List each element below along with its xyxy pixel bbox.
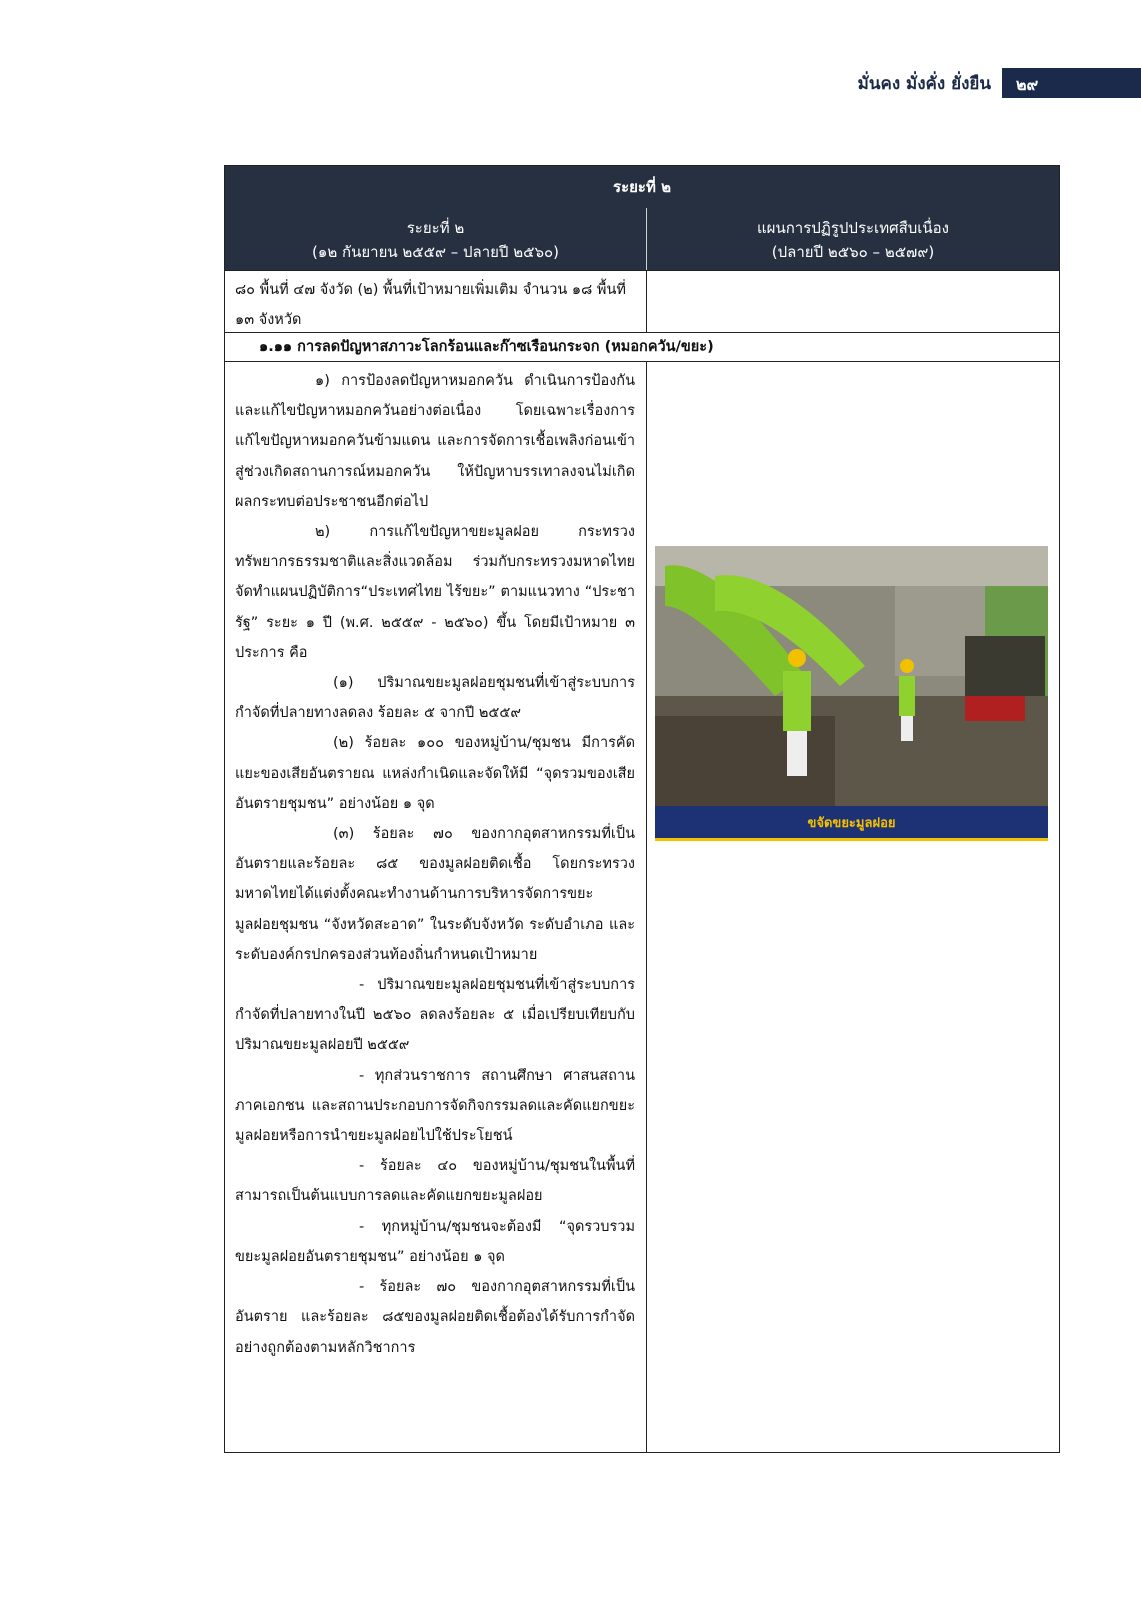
photo-caption: ขจัดขยะมูลฝอย: [655, 806, 1048, 841]
paragraph-waste: ๒) การแก้ไขปัญหาขยะมูลฝอย กระทรวงทรัพยากรธรรมชาติและสิ่งแวดล้อม ร่วมกับกระทรวงมหาดไทยจัดทำแผนปฏิบัติการ“ประเทศไทย ไร้ขยะ” ตามแนวทาง “ประชารัฐ” ระยะ ๑ ปี (พ.ศ. ๒๕๕๙ - ๒๕๖๐) ขึ้น โดยมีเป้าหมาย ๓ ประการ คือ: [235, 524, 635, 661]
header-phase2-dates: (๑๒ กันยายน ๒๕๕๙ – ปลายปี ๒๕๖๐): [312, 243, 559, 261]
paragraph-haze: ๑) การป้องลดปัญหาหมอกควัน ดำเนินการป้องกันและแก้ไขปัญหาหมอกควันอย่างต่อเนื่อง โดยเฉพาะเรื่องการแก้ไขปัญหาหมอกควันข้ามแดน และการจัดการเชื้อเพลิงก่อนเข้าสู่ช่วงเกิดสถานการณ์หมอกควัน ให้ปัญหาบรรเทาลงจนไม่เกิดผลกระทบต่อประชาชนอีกต่อไป: [235, 373, 635, 510]
table-header-row: [225, 208, 1059, 270]
table-title: ระยะที่ ๒: [225, 166, 1059, 208]
goal-2: (๒) ร้อยละ ๑๐๐ ของหมู่บ้าน/ชุมชน มีการคัดแยะของเสียอันตรายณ แหล่งกำเนิดและจัดให้มี “จุดรวมของเสียอันตรายชุมชน” อย่างน้อย ๑ จุด: [235, 735, 635, 812]
body-text-cell: [225, 362, 647, 1452]
waste-sorting-photo: [655, 546, 1048, 841]
target-2: - ทุกส่วนราชการ สถานศึกษา ศาสนสถาน ภาคเอกชน และสถานประกอบการจัดกิจกรรมลดและคัดแยกขยะมูลฝอยหรือการนำขยะมูลฝอยไปใช้ประโยชน์: [235, 1067, 635, 1145]
target-5: - ร้อยละ ๗๐ ของกากอุตสาหกรรมที่เป็นอันตราย และร้อยละ ๘๕ของมูลฝอยติดเชื้อต้องได้รับการกำจัดอย่างถูกต้องตามหลักวิชาการ: [235, 1279, 635, 1356]
waste-facility-illustration: [655, 546, 1048, 806]
target-4: - ทุกหมู่บ้าน/ชุมชนจะต้องมี “จุดรวบรวมขยะมูลฝอยอันตรายชุมชน” อย่างน้อย ๑ จุด: [235, 1218, 635, 1265]
target-1: - ปริมาณขยะมูลฝอยชุมชนที่เข้าสู่ระบบการกำจัดที่ปลายทางในปี ๒๕๖๐ ลดลงร้อยละ ๕ เมื่อเปรียบเทียบกับปริมาณขยะมูลฝอยปี ๒๕๕๙: [235, 977, 635, 1054]
header-cell-phase2: [225, 208, 647, 270]
goal-1: (๑) ปริมาณขยะมูลฝอยชุมชนที่เข้าสู่ระบบการกำจัดที่ปลายทางลดลง ร้อยละ ๕ จากปี ๒๕๕๙: [235, 675, 635, 722]
header-slogan: มั่นคง มั่งคั่ง ยั่งยืน: [857, 74, 991, 94]
continued-text: ๘๐ พื้นที่ ๔๗ จังวัด (๒) พื้นที่เป้าหมายเพิ่มเติม จำนวน ๑๘ พื้นที่ ๑๓ จังหวัด: [225, 271, 647, 332]
page-number-badge: ๒๙: [1002, 68, 1141, 98]
goal-3: (๓) ร้อยละ ๗๐ ของกากอุตสาหกรรมที่เป็นอันตรายและร้อยละ ๘๕ ของมูลฝอยติดเชื้อ โดยกระทรวงมหาดไทยได้แต่งตั้งคณะทำงานด้านการบริหารจัดการขยะมูลฝอยชุมชน “จังหวัดสะอาด” ในระดับจังหวัด ระดับอำเภอ และระดับองค์กรปกครองส่วนท้องถิ่นกำหนดเป้าหมาย: [235, 826, 635, 963]
header-plan-dates: (ปลายปี ๒๕๖๐ – ๒๕๗๙): [771, 243, 935, 261]
body-row: [225, 362, 1059, 1452]
header-phase2-title: ระยะที่ ๒: [406, 219, 465, 237]
section-heading: ๑.๑๑ การลดปัญหาสภาวะโลกร้อนและก๊าซเรือนกระจก (หมอกควัน/ขยะ): [225, 332, 1059, 362]
header-cell-continuing-plan: [647, 208, 1059, 270]
target-3: - ร้อยละ ๔๐ ของหมู่บ้าน/ชุมชนในพื้นที่สามารถเป็นต้นแบบการลดและคัดแยกขยะมูลฝอย: [235, 1158, 635, 1205]
continued-row: [225, 270, 1059, 332]
header-plan-title: แผนการปฏิรูปประเทศสืบเนื่อง: [756, 219, 949, 237]
